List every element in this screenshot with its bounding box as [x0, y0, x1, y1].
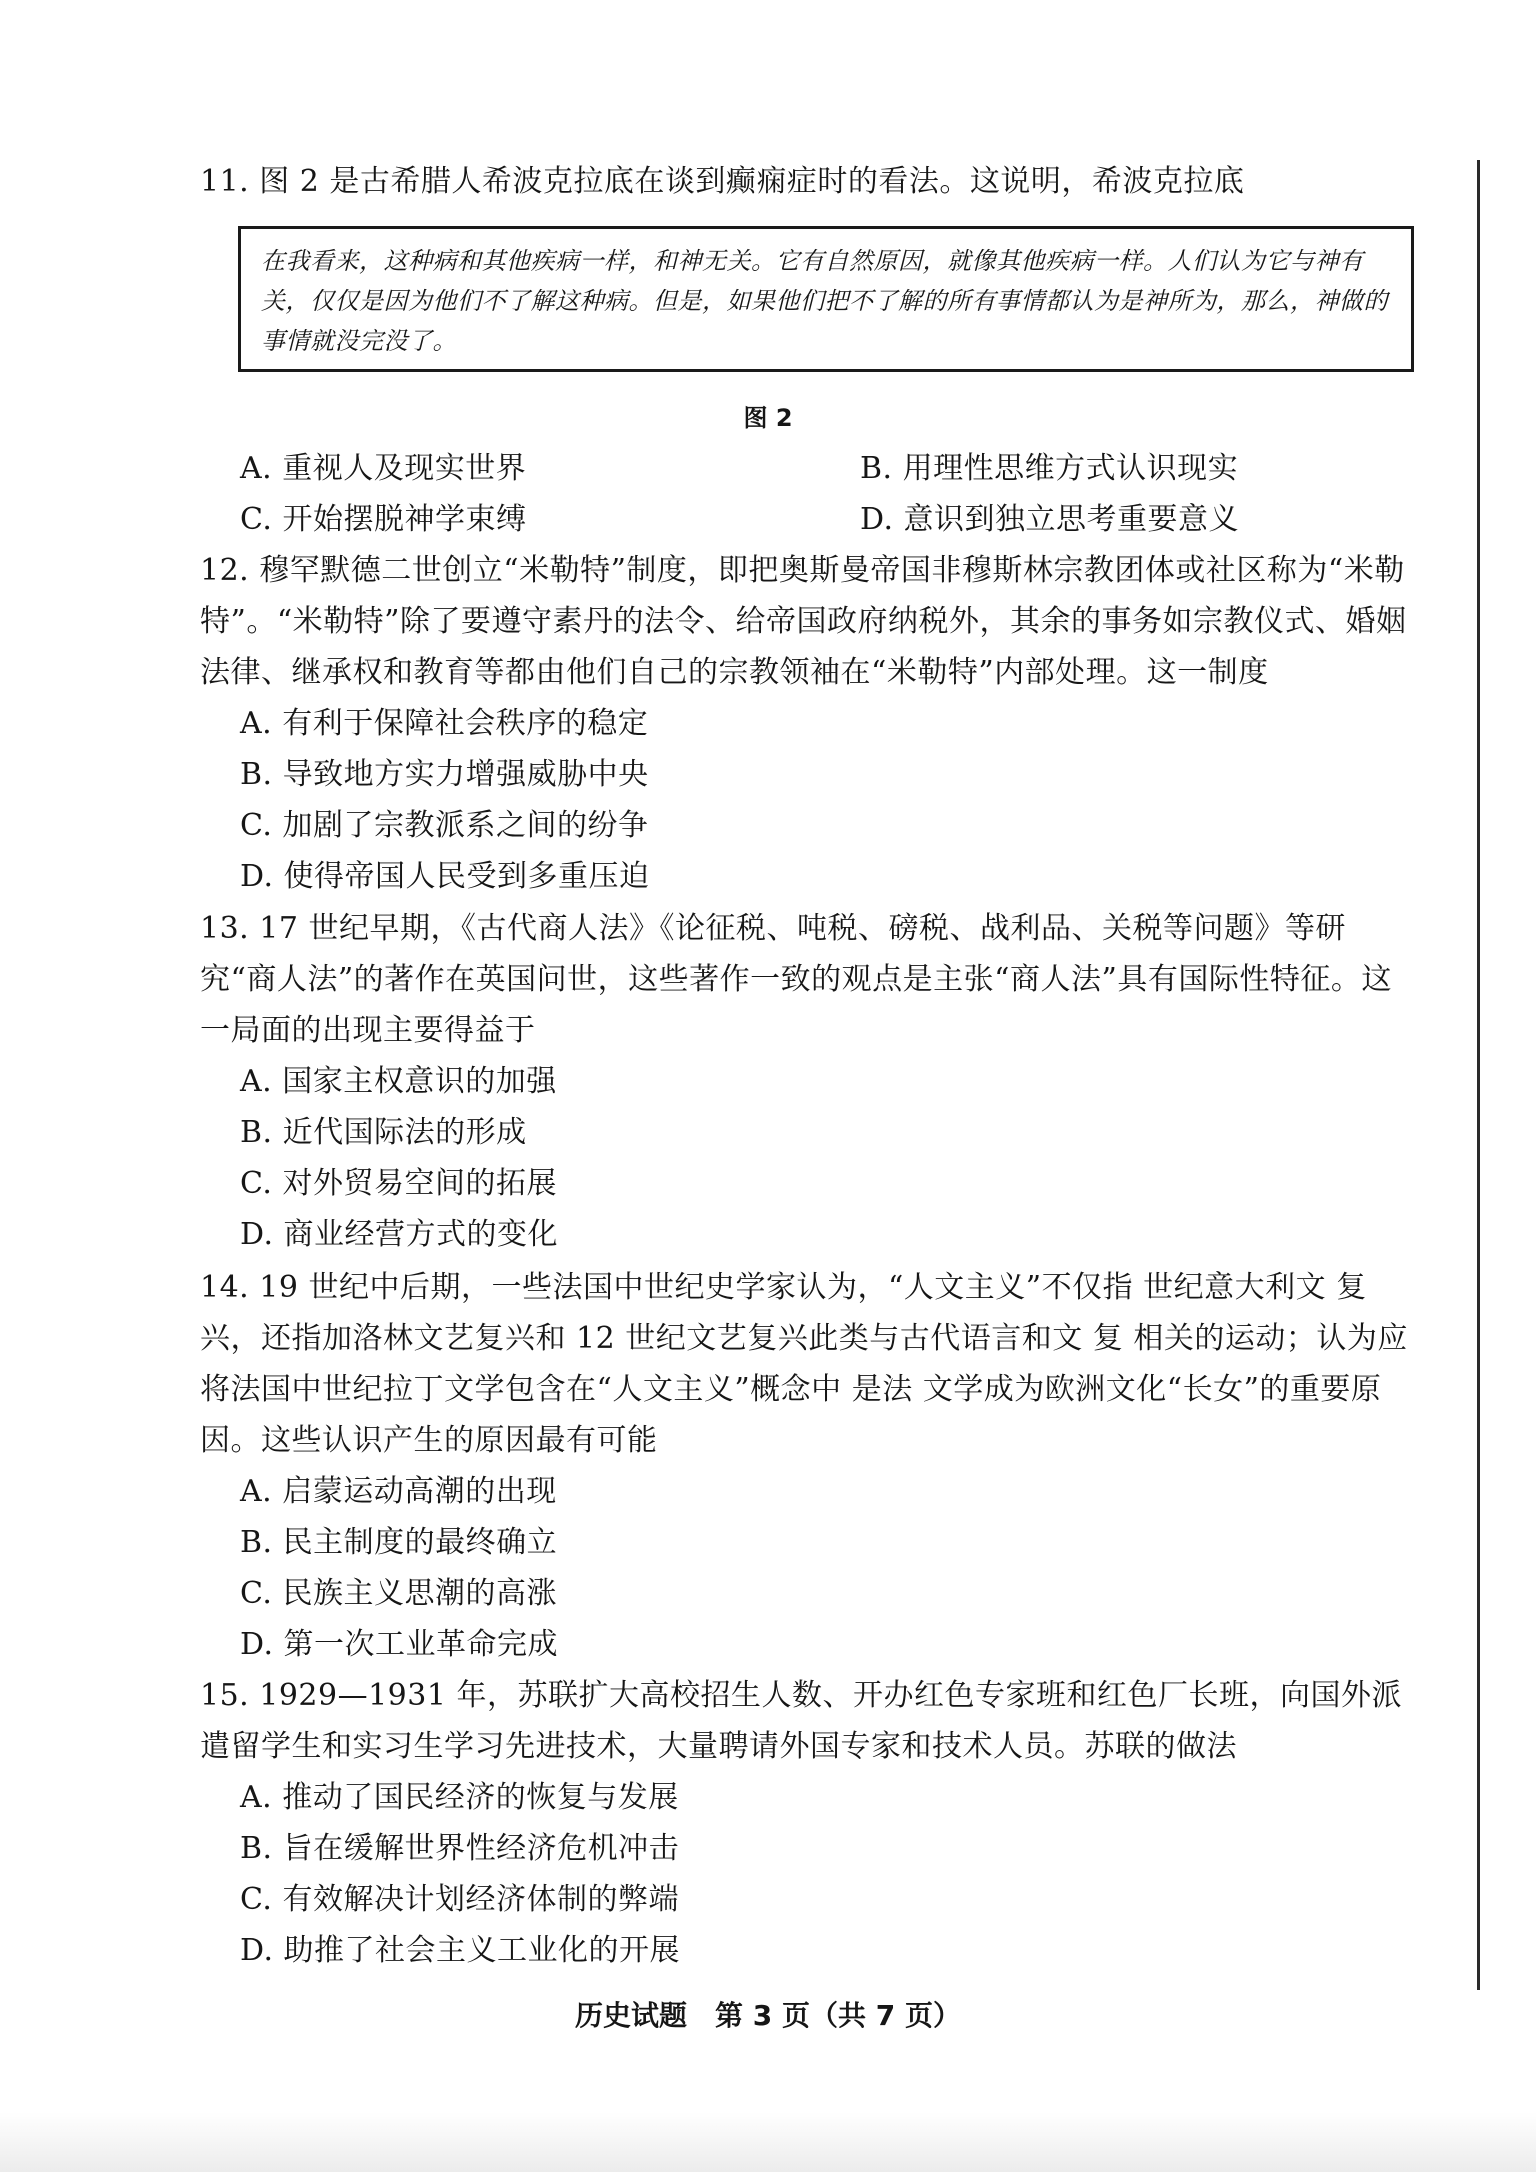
question-15-stem: 15. 1929—1931 年，苏联扩大高校招生人数、开办红色专家班和红色厂长班，向国外派遣留学生和实习生学习先进技术，大量聘请外国专家和技术人员。苏联的做法 [200, 1678, 1402, 1764]
question-13-stem: 13. 17 世纪早期，《古代商人法》《论征税、吨税、磅税、战利品、关税等问题》等研究“商人法”的著作在英国问世，这些著作一致的观点是主张“商人法”具有国际性特征。这一局面的出现主要得益于 [200, 911, 1392, 1048]
question-13-option-c[interactable]: C. 对外贸易空间的拓展 [240, 1166, 557, 1201]
question-15 [200, 1670, 1422, 1976]
question-12-option-d[interactable]: D. 使得帝国人民受到多重压迫 [240, 859, 650, 894]
question-14-option-a[interactable]: A. 启蒙运动高潮的出现 [240, 1474, 557, 1509]
question-15-option-a[interactable]: A. 推动了国民经济的恢复与发展 [240, 1780, 679, 1815]
figure-2-quote-text: 在我看来，这种病和其他疾病一样，和神无关。它有自然原因，就像其他疾病一样。人们认为它与神有关，仅仅是因为他们不了解这种病。但是，如果他们把不了解的所有事情都认为是神所为，那么，神做的事情就没完没了。 [261, 247, 1388, 355]
question-11-option-d[interactable]: D. 意识到独立思考重要意义 [860, 502, 1240, 537]
question-12 [200, 545, 1422, 902]
question-14-option-b[interactable]: B. 民主制度的最终确立 [240, 1525, 558, 1560]
question-12-option-c[interactable]: C. 加剧了宗教派系之间的纷争 [240, 808, 649, 843]
question-14-option-c[interactable]: C. 民族主义思潮的高涨 [240, 1576, 557, 1611]
question-13-option-b[interactable]: B. 近代国际法的形成 [240, 1115, 527, 1150]
scan-bottom-shadow [0, 2112, 1536, 2172]
page-footer: 历史试题 第 3 页（共 7 页） [575, 1999, 961, 2032]
binding-margin-line [1477, 160, 1480, 1990]
question-12-option-a[interactable]: A. 有利于保障社会秩序的稳定 [240, 706, 649, 741]
question-13 [200, 903, 1422, 1260]
question-11 [200, 156, 1422, 207]
question-13-option-d[interactable]: D. 商业经营方式的变化 [240, 1217, 559, 1252]
figure-2-label: 图 2 [743, 404, 793, 432]
question-11-options [200, 443, 1422, 545]
question-15-option-b[interactable]: B. 旨在缓解世界性经济危机冲击 [240, 1831, 680, 1866]
question-11-option-b[interactable]: B. 用理性思维方式认识现实 [860, 451, 1239, 486]
question-15-option-d[interactable]: D. 助推了社会主义工业化的开展 [240, 1933, 681, 1968]
question-14 [200, 1262, 1422, 1670]
question-14-stem: 14. 19 世纪中后期，一些法国中世纪史学家认为，“人文主义”不仅指 世纪意大利文 复兴，还指加洛林文艺复兴和 12 世纪文艺复兴此类与古代语言和文 复 相关的运动；认为应将法国中世纪拉丁文学包含在“人文主义”概念中 是法 文学成为欧洲文化“长女”的重要原因。这些认识产生的原因最有可能 [200, 1270, 1408, 1458]
question-13-option-a[interactable]: A. 国家主权意识的加强 [240, 1064, 557, 1099]
question-12-option-b[interactable]: B. 导致地方实力增强威胁中央 [240, 757, 649, 792]
question-11-stem: 11. 图 2 是古希腊人希波克拉底在谈到癫痫症时的看法。这说明，希波克拉底 [200, 164, 1245, 199]
question-14-option-d[interactable]: D. 第一次工业革命完成 [240, 1627, 559, 1662]
question-12-stem: 12. 穆罕默德二世创立“米勒特”制度，即把奥斯曼帝国非穆斯林宗教团体或社区称为“米勒特”。“米勒特”除了要遵守素丹的法令、给帝国政府纳税外，其余的事务如宗教仪式、婚姻法律、继承权和教育等都由他们自己的宗教领袖在“米勒特”内部处理。这一制度 [200, 553, 1407, 690]
question-11-option-a[interactable]: A. 重视人及现实世界 [240, 451, 527, 486]
figure-2-quote-box [238, 226, 1414, 372]
question-11-option-c[interactable]: C. 开始摆脱神学束缚 [240, 502, 527, 537]
question-15-option-c[interactable]: C. 有效解决计划经济体制的弊端 [240, 1882, 679, 1917]
